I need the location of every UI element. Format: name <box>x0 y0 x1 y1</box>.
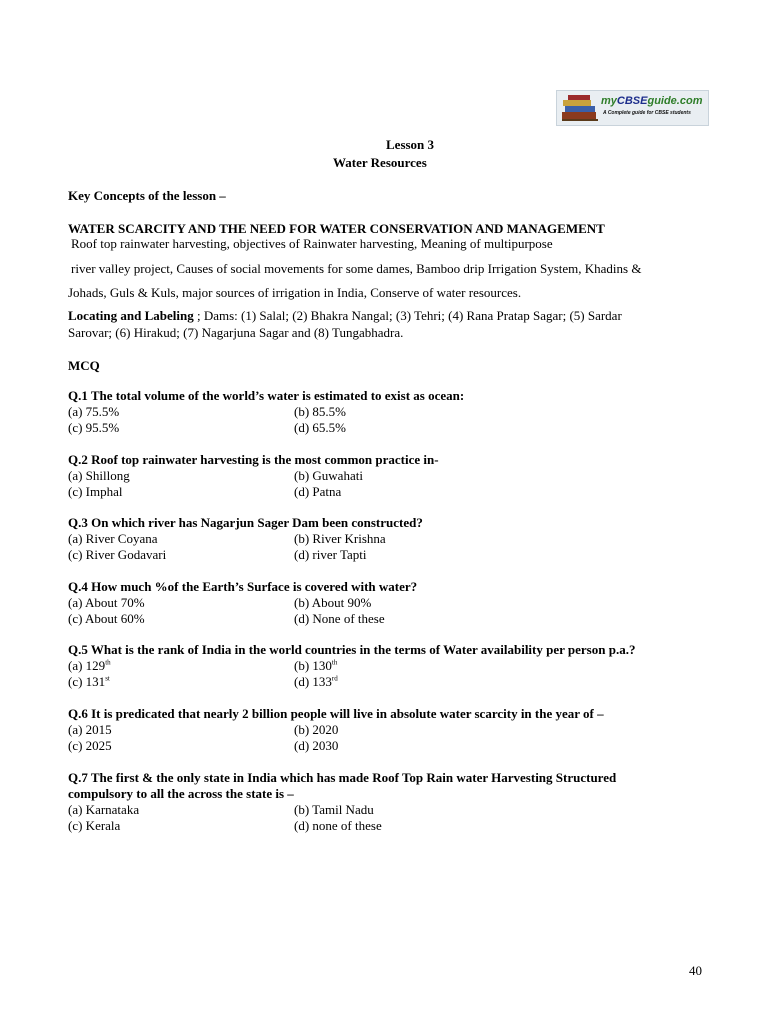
option-d: (d) None of these <box>294 611 385 626</box>
option-a: (a) Karnataka <box>68 802 140 817</box>
question-5 <box>68 642 708 690</box>
option-b: (b) About 90% <box>294 595 372 610</box>
concepts-line-1: Roof top rainwater harvesting, objectives of Rainwater harvesting, Meaning of multipurpose <box>71 236 553 251</box>
question-text-line-1: Q.7 The first & the only state in India which has made Roof Top Rain water Harvesting Structured <box>68 770 617 785</box>
logo-tagline: A Complete guide for CBSE students <box>603 110 691 116</box>
option-c: (c) About 60% <box>68 611 145 626</box>
option-c: (c) 2025 <box>68 738 112 753</box>
option-a: (a) River Coyana <box>68 531 158 546</box>
locating-text-1: ; Dams: (1) Salal; (2) Bhakra Nangal; (3) Tehri; (4) Rana Pratap Sagar; (5) Sardar <box>193 308 622 323</box>
option-d: (d) Patna <box>294 484 342 499</box>
lesson-number: Lesson 3 <box>386 137 435 152</box>
question-text: Q.5 What is the rank of India in the world countries in the terms of Water availability per person p.a.? <box>68 642 636 657</box>
locating-label: Locating and Labeling <box>68 308 194 323</box>
option-c: (c) Imphal <box>68 484 123 499</box>
option-b: (b) 85.5% <box>294 404 346 419</box>
concepts-line-3: Johads, Guls & Kuls, major sources of irrigation in India, Conserve of water resources. <box>68 285 522 300</box>
question-text: Q.2 Roof top rainwater harvesting is the most common practice in- <box>68 452 439 467</box>
question-2 <box>68 452 708 500</box>
option-a: (a) Shillong <box>68 468 130 483</box>
option-a: (a) 2015 <box>68 722 112 737</box>
option-d: (d) 2030 <box>294 738 339 753</box>
option-b: (b) 2020 <box>294 722 339 737</box>
option-d: (d) 65.5% <box>294 420 346 435</box>
concepts-line-2: river valley project, Causes of social movements for some dames, Bamboo drip Irrigation System, Khadins & <box>71 261 642 276</box>
option-a: (a) About 70% <box>68 595 145 610</box>
question-text: Q.3 On which river has Nagarjun Sager Dam been constructed? <box>68 515 423 530</box>
option-c: (c) River Godavari <box>68 547 167 562</box>
question-text-line-2: compulsory to all the across the state is – <box>68 786 294 801</box>
question-6 <box>68 706 708 754</box>
logo-brand: myCBSEguide.com <box>601 95 703 107</box>
mycbseguide-logo <box>556 90 709 126</box>
option-d: (d) river Tapti <box>294 547 367 562</box>
option-b: (b) 130th <box>294 658 338 673</box>
page-title: Water Resources <box>333 155 427 170</box>
question-1 <box>68 388 708 436</box>
option-d: (d) none of these <box>294 818 382 833</box>
option-b: (b) River Krishna <box>294 531 386 546</box>
page-number: 40 <box>689 963 702 978</box>
option-b: (b) Guwahati <box>294 468 363 483</box>
option-a: (a) 75.5% <box>68 404 120 419</box>
question-3 <box>68 515 708 563</box>
locating-line-1 <box>68 308 622 324</box>
question-7 <box>68 770 708 834</box>
mcq-heading: MCQ <box>68 358 100 373</box>
option-c: (c) Kerala <box>68 818 121 833</box>
option-a: (a) 129th <box>68 658 111 673</box>
question-text: Q.1 The total volume of the world’s water is estimated to exist as ocean: <box>68 388 465 403</box>
locating-line-2: Sarovar; (6) Hirakud; (7) Nagarjuna Sagar and (8) Tungabhadra. <box>68 325 404 340</box>
option-b: (b) Tamil Nadu <box>294 802 374 817</box>
option-c: (c) 95.5% <box>68 420 120 435</box>
key-concepts-heading: Key Concepts of the lesson – <box>68 188 226 203</box>
question-text: Q.4 How much %of the Earth’s Surface is covered with water? <box>68 579 418 594</box>
option-d: (d) 133rd <box>294 674 338 689</box>
section-heading: WATER SCARCITY AND THE NEED FOR WATER CONSERVATION AND MANAGEMENT <box>68 221 605 236</box>
books-icon <box>559 92 601 124</box>
question-4 <box>68 579 708 627</box>
option-c: (c) 131st <box>68 674 110 689</box>
question-text: Q.6 It is predicated that nearly 2 billion people will live in absolute water scarcity in the year of – <box>68 706 604 721</box>
